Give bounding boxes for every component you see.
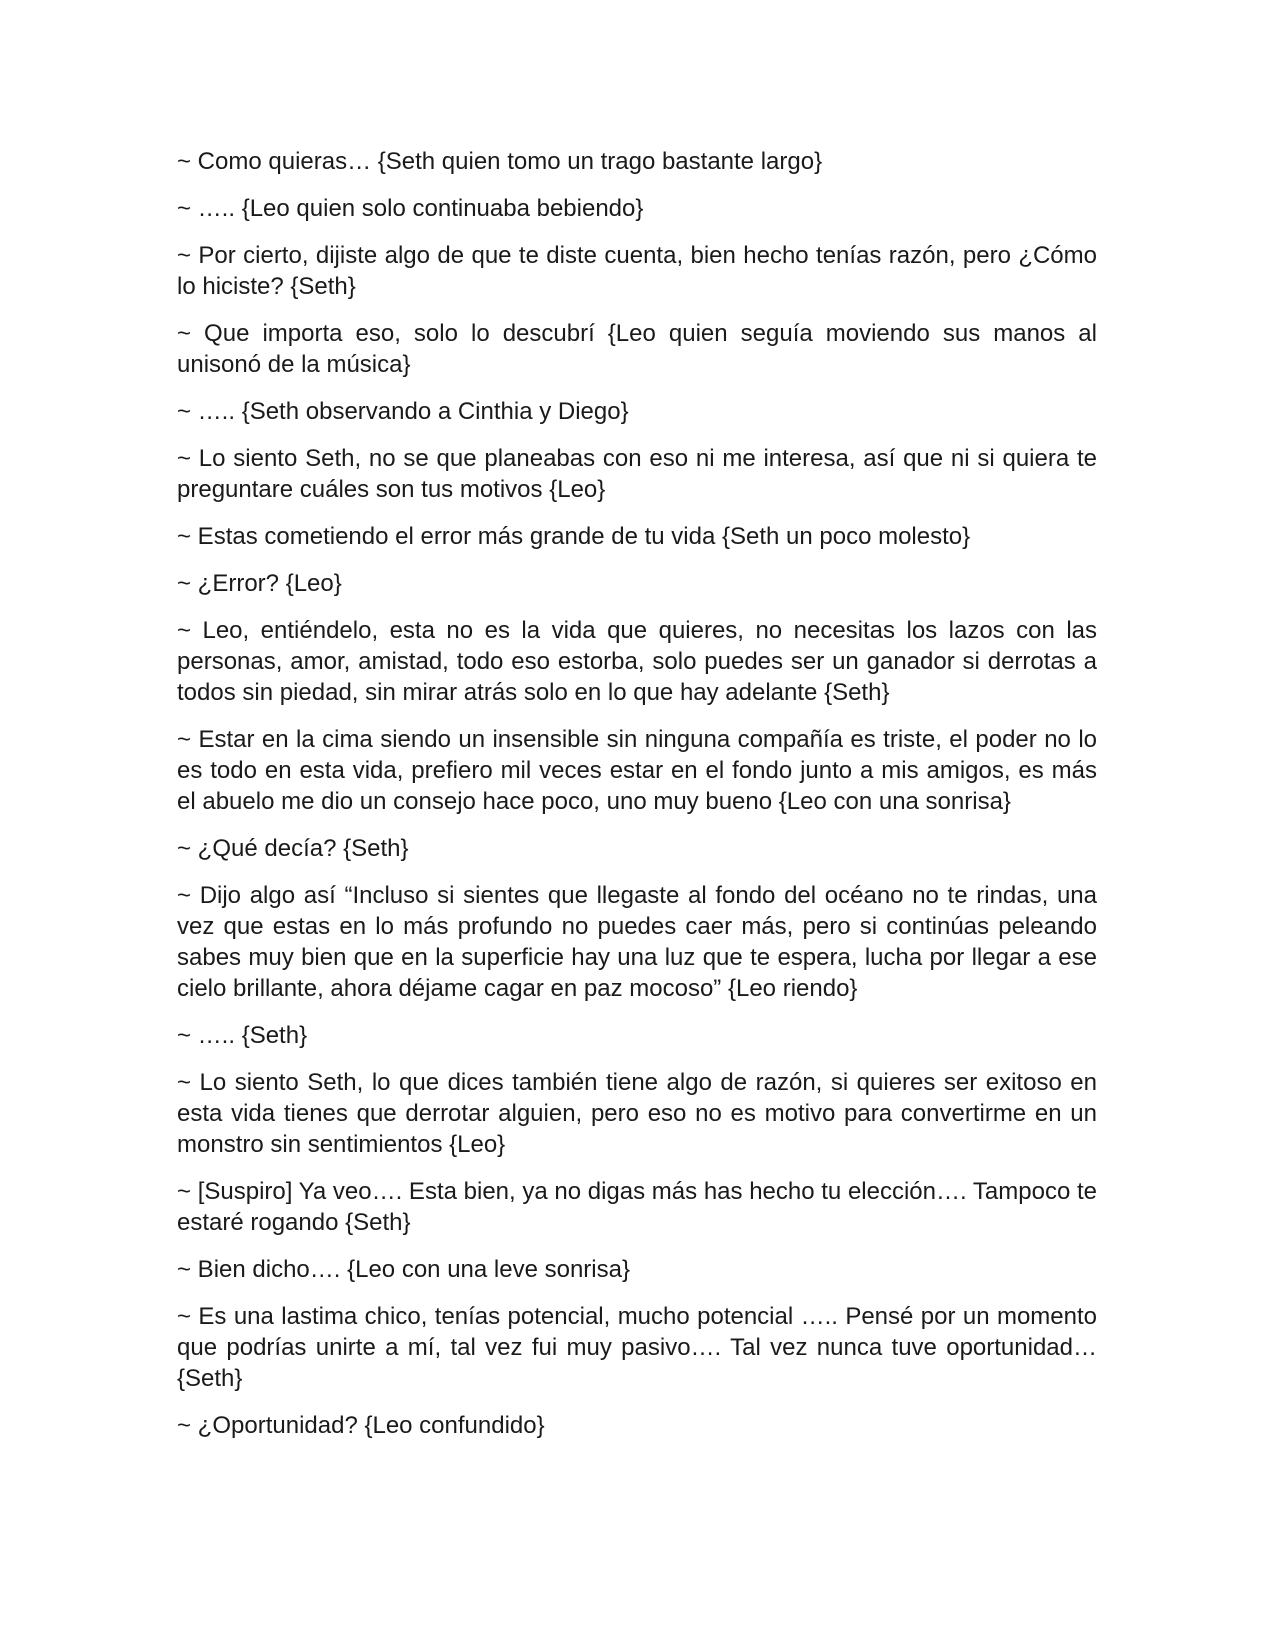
dialogue-paragraph: ~ Que importa eso, solo lo descubrí {Leo quien seguía moviendo sus manos al unisonó de la música}: [177, 320, 1097, 378]
dialogue-paragraph: ~ [Suspiro] Ya veo…. Esta bien, ya no digas más has hecho tu elección…. Tampoco te estaré rogando {Seth}: [177, 1178, 1097, 1236]
dialogue-paragraph: ~ Leo, entiéndelo, esta no es la vida que quieres, no necesitas los lazos con las personas, amor, amistad, todo eso estorba, solo puedes ser un ganador si derrotas a todos sin piedad, sin mirar atrás solo en lo que hay adelante {Seth}: [177, 617, 1097, 706]
dialogue-paragraph: ~ Como quieras… {Seth quien tomo un trago bastante largo}: [177, 148, 823, 175]
dialogue-paragraph: ~ ¿Error? {Leo}: [177, 570, 342, 597]
dialogue-paragraph: ~ ¿Oportunidad? {Leo confundido}: [177, 1412, 545, 1439]
dialogue-paragraph: ~ Estas cometiendo el error más grande de tu vida {Seth un poco molesto}: [177, 523, 971, 550]
dialogue-paragraph: ~ Es una lastima chico, tenías potencial, mucho potencial ….. Pensé por un momento que podrías unirte a mí, tal vez fui muy pasivo…. Tal vez nunca tuve oportunidad… {Seth}: [177, 1303, 1097, 1392]
dialogue-paragraph: ~ Lo siento Seth, no se que planeabas con eso ni me interesa, así que ni si quiera te preguntare cuáles son tus motivos {Leo}: [177, 445, 1097, 503]
dialogue-paragraph: ~ Bien dicho…. {Leo con una leve sonrisa}: [177, 1256, 630, 1283]
dialogue-paragraph: ~ ….. {Seth}: [177, 1022, 308, 1049]
dialogue-paragraph: ~ ….. {Seth observando a Cinthia y Diego}: [177, 398, 629, 425]
dialogue-paragraph: ~ ¿Qué decía? {Seth}: [177, 835, 409, 862]
dialogue-paragraph: ~ Por cierto, dijiste algo de que te diste cuenta, bien hecho tenías razón, pero ¿Cómo lo hiciste? {Seth}: [177, 242, 1097, 300]
document-body: [177, 146, 1097, 1457]
dialogue-paragraph: ~ Lo siento Seth, lo que dices también tiene algo de razón, si quieres ser exitoso en esta vida tienes que derrotar alguien, pero eso no es motivo para convertirme en un monstro sin sentimientos {Leo}: [177, 1069, 1097, 1158]
dialogue-paragraph: ~ ….. {Leo quien solo continuaba bebiendo}: [177, 195, 644, 222]
dialogue-paragraph: ~ Estar en la cima siendo un insensible sin ninguna compañía es triste, el poder no lo es todo en esta vida, prefiero mil veces estar en el fondo junto a mis amigos, es más el abuelo me dio un consejo hace poco, uno muy bueno {Leo con una sonrisa}: [177, 726, 1097, 815]
dialogue-paragraph: ~ Dijo algo así “Incluso si sientes que llegaste al fondo del océano no te rindas, una vez que estas en lo más profundo no puedes caer más, pero si continúas peleando sabes muy bien que en la superficie hay una luz que te espera, lucha por llegar a ese cielo brillante, ahora déjame cagar en paz mocoso” {Leo riendo}: [177, 882, 1097, 1002]
